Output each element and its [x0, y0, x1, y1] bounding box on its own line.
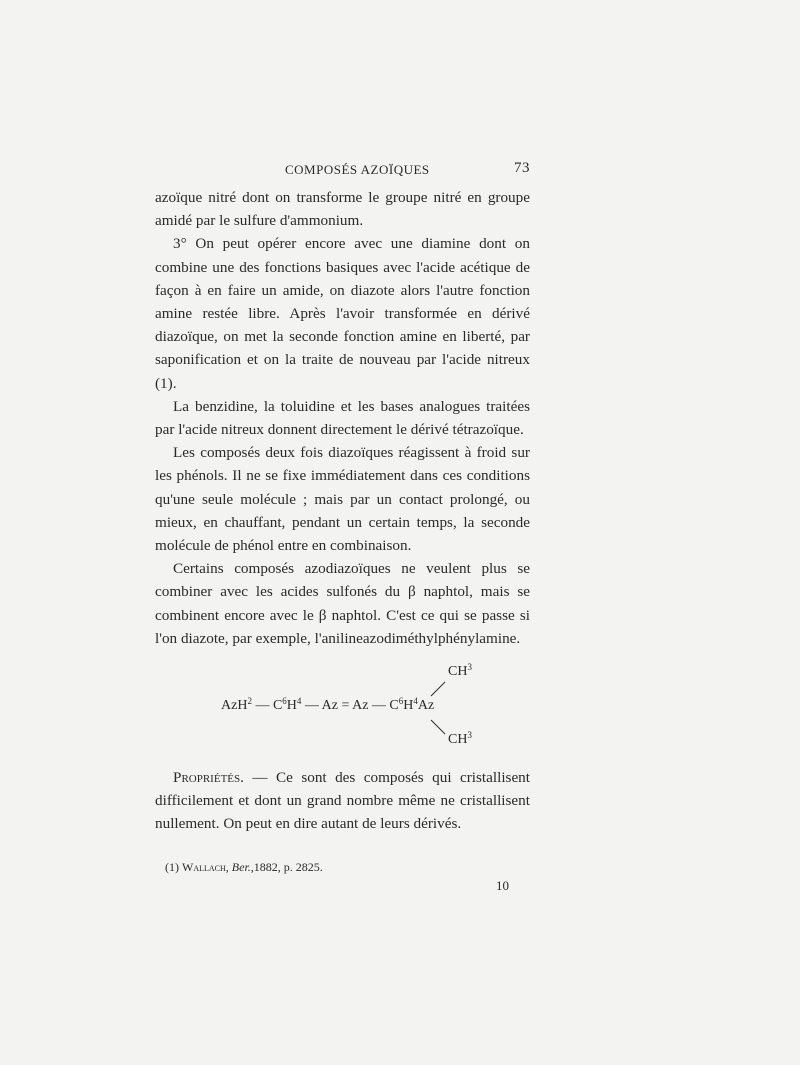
footnote-author: Wallach [182, 860, 226, 874]
bond-lower [431, 720, 445, 734]
paragraph: azoïque nitré dont on transforme le groupe nitré en groupe amidé par le sulfure d'ammonium. [155, 189, 530, 230]
properties-label: Propriétés. [173, 769, 244, 786]
properties-paragraph [155, 766, 530, 836]
properties-section [155, 766, 530, 836]
footnote: (1) Wallach, Ber.,1882, p. 2825. [165, 860, 323, 874]
paragraph: Certains composés azodiazoïques ne veulent plus se combiner avec les acides sulfonés du β naphtol, mais se combinent encore avec le β naphtol. C'est ce qui se passe si l'on diazote, par exemple, l'anilineazodiméthylphénylamine. [155, 560, 530, 647]
chemical-formula [155, 660, 530, 760]
paragraph: Les composés deux fois diazoïques réagissent à froid sur les phénols. Il ne se fixe immédiatement dans ces conditions qu'une seule molécule ; mais par un contact prolongé, ou mieux, en chauffant, pendant un certain temps, la seconde molécule de phénol entre en combinaison. [155, 444, 530, 555]
footnote-ref: ,1882, p. 2825. [250, 860, 323, 874]
paragraph: 3° On peut opérer encore avec une diamine dont on combine une des fonctions basiques avec l'acide acétique de façon à en faire un amide, on diazote alors l'autre fonction amine restée libre. Après l'avoir transformée en dérivé diazoïque, on met la seconde fonction amine en liberté, par saponification et on la traite de nouveau par l'acide nitreux (1). [155, 235, 530, 392]
bond-upper [431, 682, 445, 696]
methyl-group-bottom: $CH^3$ [448, 730, 472, 747]
footnote-journal: Ber. [231, 860, 251, 874]
methyl-group-top: $CH^3$ [448, 662, 472, 679]
paragraph: La benzidine, la toluidine et les bases analogues traitées par l'acide nitreux donnent directement le dérivé tétrazoïque. [155, 397, 530, 439]
signature-mark: 10 [496, 878, 509, 893]
page-number: 73 [514, 160, 530, 176]
footnote-marker: (1) [165, 860, 179, 874]
running-title: COMPOSÉS AZOÏQUES [285, 162, 430, 177]
properties-text: — Ce sont des composés qui cristallisent difficilement et dont un grand nombre même ne cristallisent nullement. On peut en dire autant de leurs dérivés. [155, 769, 530, 833]
running-header [155, 160, 530, 180]
formula-main-chain: AzH$^2$ — $C^6H^4$ — Az = Az — $C^6H^4Az$ [221, 696, 435, 713]
body-text [155, 186, 530, 650]
